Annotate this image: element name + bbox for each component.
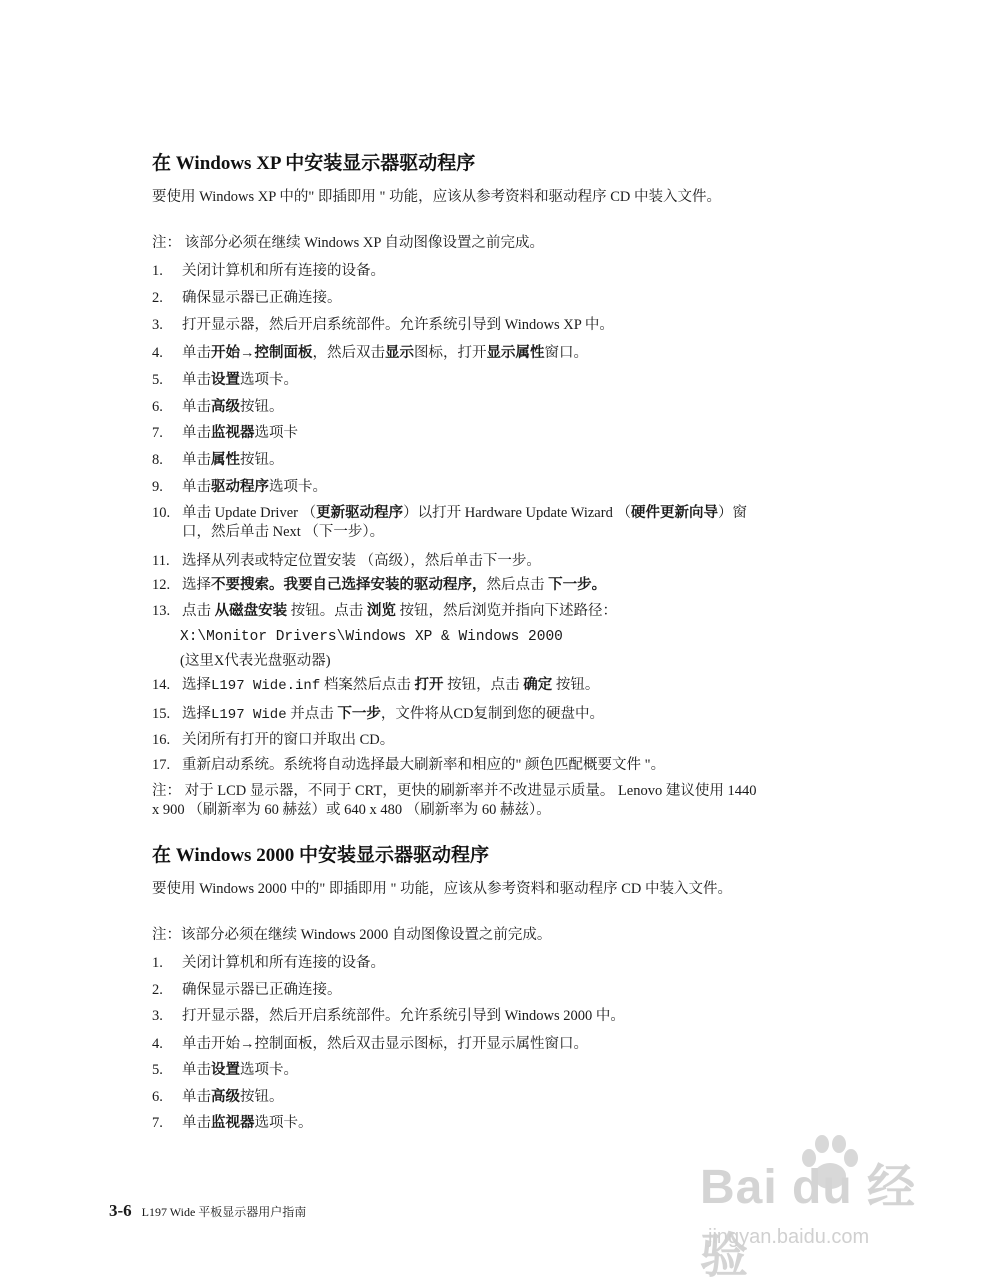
xp-step-7: 7. 单击监视器选项卡 bbox=[152, 425, 298, 441]
page-footer bbox=[109, 1201, 306, 1221]
xp-step-13: 13. 点击 从磁盘安装 按钮。点击 浏览 按钮，然后浏览并指向下述路径： bbox=[152, 603, 617, 619]
watermark-url: jingyan.baidu.com bbox=[708, 1226, 870, 1248]
xp-step-4: 4. 单击开始→控制面板，然后双击显示图标，打开显示属性窗口。 bbox=[152, 345, 588, 361]
w2k-intro-paragraph: 要使用 Windows 2000 中的" 即插即用 " 功能，应该从参考资料和驱动程序 CD 中装入文件。 bbox=[152, 881, 732, 897]
xp-step-6: 6. 单击高级按钮。 bbox=[152, 399, 284, 415]
xp-step-8: 8. 单击属性按钮。 bbox=[152, 452, 284, 468]
baidu-jingyan-watermark bbox=[700, 1128, 950, 1283]
w2k-step-6: 6. 单击高级按钮。 bbox=[152, 1089, 284, 1105]
driver-path-note: (这里X代表光盘驱动器) bbox=[180, 653, 331, 669]
w2k-step-7: 7. 单击监视器选项卡。 bbox=[152, 1115, 313, 1131]
xp-step-15: 15. 选择L197 Wide 并点击 下一步，文件将从CD复制到您的硬盘中。 bbox=[152, 706, 605, 723]
w2k-step-2: 2. 确保显示器已正确连接。 bbox=[152, 982, 342, 998]
w2k-step-5: 5. 单击设置选项卡。 bbox=[152, 1062, 298, 1078]
w2k-note: 注：该部分必须在继续 Windows 2000 自动图像设置之前完成。 bbox=[152, 927, 552, 943]
section-heading-windows-xp: 在 Windows XP 中安装显示器驱动程序 bbox=[152, 153, 476, 174]
xp-intro-paragraph: 要使用 Windows XP 中的" 即插即用 " 功能，应该从参考资料和驱动程序 CD 中装入文件。 bbox=[152, 189, 721, 205]
w2k-step-1: 1. 关闭计算机和所有连接的设备。 bbox=[152, 955, 385, 971]
xp-step-5: 5. 单击设置选项卡。 bbox=[152, 372, 298, 388]
xp-refresh-note: 注： 对于 LCD 显示器，不同于 CRT，更快的刷新率并不改进显示质量。 Lenovo 建议使用 1440 x 900 （刷新率为 60 赫兹）或 640 x 480 （刷新率为 60 赫兹）。 bbox=[152, 783, 757, 818]
xp-step-12: 12. 选择不要搜索。我要自己选择安装的驱动程序，然后点击 下一步。 bbox=[152, 577, 607, 593]
driver-path: X:\Monitor Drivers\Windows XP & Windows 2000 bbox=[180, 629, 563, 645]
xp-step-10: 10. 单击 Update Driver （更新驱动程序）以打开 Hardware Update Wizard （硬件更新向导）窗口，然后单击 Next （下一步）。 bbox=[152, 505, 747, 540]
xp-step-3: 3. 打开显示器，然后开启系统部件。允许系统引导到 Windows XP 中。 bbox=[152, 317, 614, 333]
xp-step-17: 17. 重新启动系统。系统将自动选择最大刷新率和相应的" 颜色匹配概要文件 "。 bbox=[152, 757, 666, 773]
page-number: 3-6 bbox=[109, 1201, 132, 1220]
xp-step-2: 2. 确保显示器已正确连接。 bbox=[152, 290, 342, 306]
xp-step-1: 1. 关闭计算机和所有连接的设备。 bbox=[152, 263, 385, 279]
xp-step-14: 14. 选择L197 Wide.inf 档案然后点击 打开 按钮，点击 确定 按钮。 bbox=[152, 677, 600, 694]
document-title: L197 Wide 平板显示器用户指南 bbox=[141, 1205, 307, 1219]
xp-step-11: 11. 选择从列表或特定位置安装 （高级），然后单击下一步。 bbox=[152, 553, 541, 569]
section-heading-windows-2000: 在 Windows 2000 中安装显示器驱动程序 bbox=[152, 845, 489, 866]
xp-step-16: 16. 关闭所有打开的窗口并取出 CD。 bbox=[152, 732, 395, 748]
xp-note: 注： 该部分必须在继续 Windows XP 自动图像设置之前完成。 bbox=[152, 235, 544, 251]
xp-step-9: 9. 单击驱动程序选项卡。 bbox=[152, 479, 327, 495]
w2k-step-3: 3. 打开显示器，然后开启系统部件。允许系统引导到 Windows 2000 中。 bbox=[152, 1008, 625, 1024]
watermark-brand: Bai du 经验 bbox=[700, 1161, 917, 1283]
w2k-step-4: 4. 单击开始→控制面板，然后双击显示图标，打开显示属性窗口。 bbox=[152, 1036, 588, 1052]
